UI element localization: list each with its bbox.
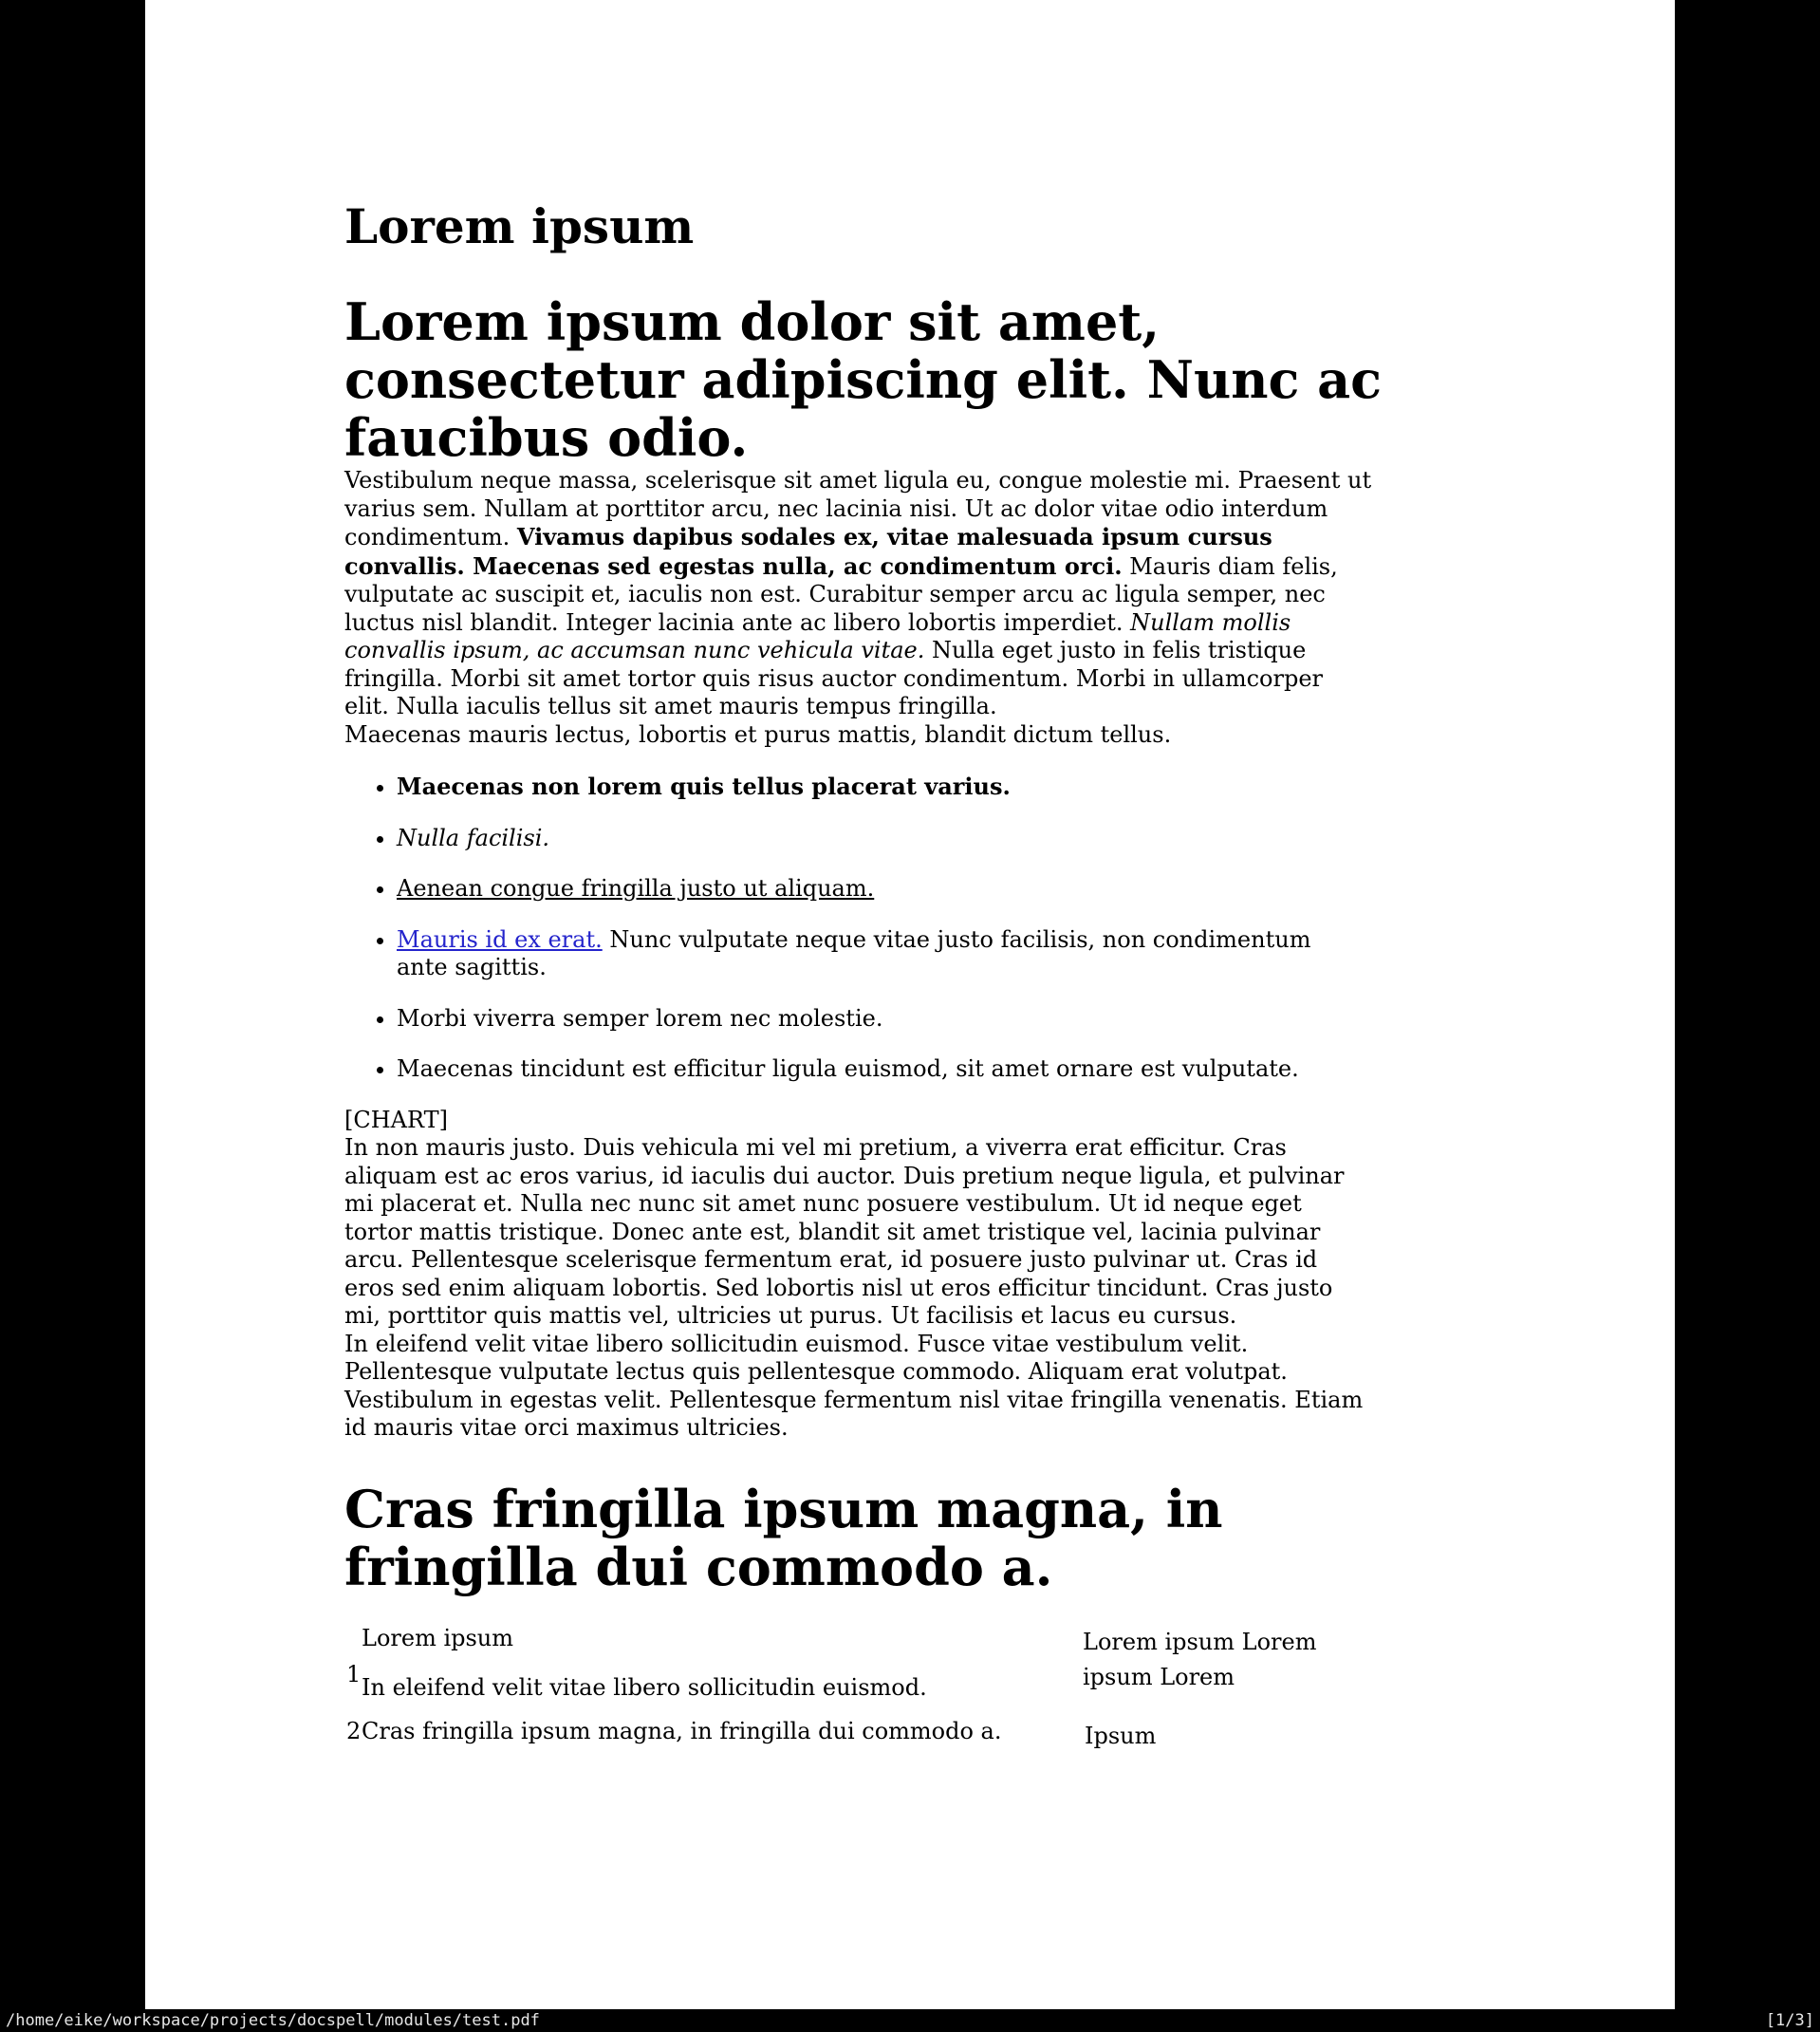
list-item-3-underlined: Aenean congue fringilla justo ut aliquam. (397, 875, 875, 902)
document-table (344, 1625, 1417, 1758)
document-title: Lorem ipsum (344, 198, 695, 254)
table-header-main: Lorem ipsum (362, 1624, 514, 1651)
list-item (397, 875, 1346, 904)
pdf-page[interactable] (145, 0, 1675, 2009)
list-item (397, 825, 1346, 853)
table-row-number: 1 (346, 1660, 362, 1687)
paragraph-1-plain-a: Vestibulum neque massa, scelerisque sit amet ligula eu, congue molestie mi. Praesent ut varius sem. Nullam at porttitor arcu, nec lacinia nisi. Ut ac dolor vitae odio interdum condimentum. (344, 467, 1372, 550)
list-item-2-italic: Nulla facilisi. (397, 824, 550, 851)
paragraph-1-plain-c: Nulla eget justo in felis tristique fringilla. Morbi sit amet tortor quis risus auctor condimentum. Morbi in ullamcorper elit. Nulla iaculis tellus sit amet mauris tempus fringilla. (344, 637, 1324, 719)
list-item-6-text: Maecenas tincidunt est efficitur ligula euismod, sit amet ornare est vulputate. (397, 1055, 1299, 1082)
section-heading: Cras fringilla ipsum magna, in fringilla dui commodo a. (344, 1478, 1223, 1597)
table-header-right: Lorem ipsum Lorem ipsum Lorem (1083, 1628, 1317, 1690)
list-item (397, 926, 1346, 982)
list-item-1-bold: Maecenas non lorem quis tellus placerat varius. (397, 773, 1011, 800)
table-row-text: In eleifend velit vitae libero sollicitudin euismod. (362, 1673, 927, 1701)
page-indicator: [1/3] (1765, 2011, 1814, 2030)
paragraph-lead: Maecenas mauris lectus, lobortis et purus mattis, blandit dictum tellus. (344, 720, 1172, 748)
list-item (397, 1005, 1346, 1034)
mauris-hyperlink[interactable]: Mauris id ex erat. (397, 925, 603, 953)
document-content (145, 0, 1383, 1758)
chart-placeholder: [CHART] (344, 1106, 449, 1133)
paragraph-1-plain-b: Mauris diam felis, vulputate ac suscipit et, iaculis non est. Curabitur semper arcu ac ligula semper, nec luctus nisl blandit. Integer lacinia ante ac libero lobortis imperdiet. (344, 552, 1338, 636)
table-row-text: Cras fringilla ipsum magna, in fringilla dui commodo a. (362, 1717, 1002, 1744)
file-path: /home/eike/workspace/projects/docspell/modules/test.pdf (6, 2011, 540, 2030)
status-bar (0, 2009, 1820, 2032)
table-row-number: 2 (346, 1717, 362, 1744)
document-subtitle: Lorem ipsum dolor sit amet, consectetur adipiscing elit. Nunc ac faucibus odio. (344, 291, 1383, 468)
paragraph-3: In eleifend velit vitae libero sollicitudin euismod. Fusce vitae vestibulum velit. Pellentesque vulputate lectus quis pellentesque commodo. Aliquam erat volutpat. Vestibulum in egestas velit. Pellentesque fermentum nisl vitae fringilla venenatis. Etiam id mauris vitae orci maximus ultricies. (344, 1330, 1364, 1441)
table-row-right-text: Ipsum (1085, 1722, 1157, 1749)
list-item-4-text: Nunc vulputate neque vitae justo facilisis, non condimentum ante sagittis. (397, 925, 1311, 980)
paragraph-1 (344, 467, 1374, 721)
bullet-list (344, 773, 1374, 1084)
paragraph-1-italic: Nullam mollis convallis ipsum, ac accumsan nunc vehicula vitae. (344, 608, 1291, 663)
list-item (397, 773, 1346, 802)
list-item (397, 1055, 1346, 1084)
paragraph-2: In non mauris justo. Duis vehicula mi vel mi pretium, a viverra erat efficitur. Cras aliquam est ac eros varius, id iaculis dui auctor. Duis pretium neque ligula, et pulvinar mi placerat et. Nulla nec nunc sit amet nunc posuere vestibulum. Ut id neque eget tortor mattis tristique. Donec ante est, blandit sit amet tristique vel, lacinia pulvinar arcu. Pellentesque scelerisque fermentum erat, id posuere justo pulvinar ut. Cras id eros sed enim aliquam lobortis. Sed lobortis nisl ut eros efficitur tincidunt. Cras justo mi, porttitor quis mattis vel, ultricies ut purus. Ut facilisis et lacus eu cursus. (344, 1134, 1345, 1329)
list-item-5-text: Morbi viverra semper lorem nec molestie. (397, 1004, 883, 1032)
paragraph-1-bold: Vivamus dapibus sodales ex, vitae malesuada ipsum cursus convallis. Maecenas sed egestas nulla, ac condimentum orci. (344, 523, 1272, 580)
